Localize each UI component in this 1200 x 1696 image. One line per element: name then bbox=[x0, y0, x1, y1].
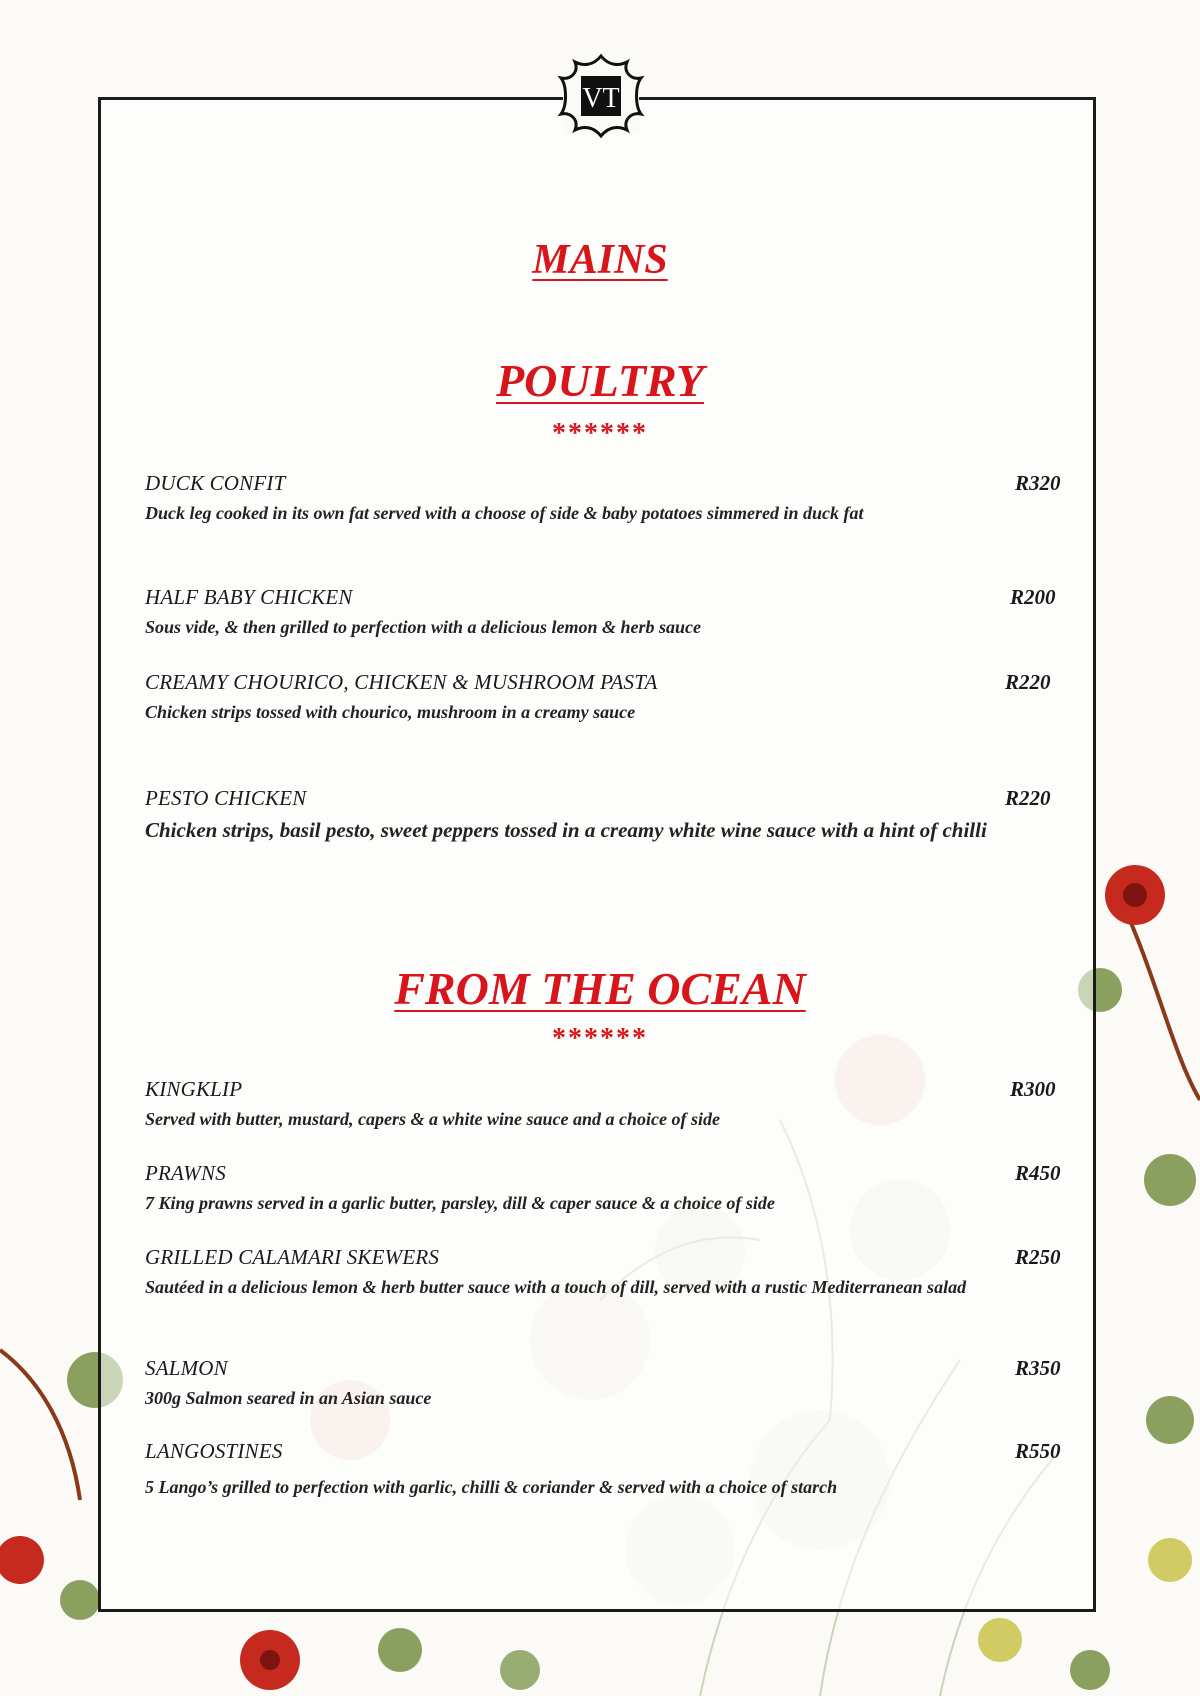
item-name: KINGKLIP bbox=[145, 1077, 243, 1101]
menu-item-langostines bbox=[145, 1438, 1085, 1500]
divider-stars: ****** bbox=[552, 1023, 648, 1054]
item-price: R250 bbox=[1015, 1245, 1061, 1269]
menu-item-prawns bbox=[145, 1160, 1085, 1216]
item-description: Sautéed in a delicious lemon & herb butter sauce with a touch of dill, served with a rustic Mediterranean salad bbox=[145, 1277, 967, 1297]
item-description: Sous vide, & then grilled to perfection with a delicious lemon & herb sauce bbox=[145, 617, 702, 637]
vt-logo-icon bbox=[557, 52, 645, 140]
item-name: PRAWNS bbox=[145, 1161, 226, 1185]
item-price: R220 bbox=[1005, 786, 1051, 810]
item-price: R550 bbox=[1015, 1439, 1061, 1463]
menu-item-kingklip bbox=[145, 1076, 1085, 1132]
item-name: LANGOSTINES bbox=[145, 1439, 283, 1463]
item-name: PESTO CHICKEN bbox=[145, 786, 307, 810]
menu-item-grilled-calamari-skewers bbox=[145, 1244, 1085, 1300]
menu-item-chourico-pasta bbox=[145, 669, 1085, 725]
divider-stars: ****** bbox=[552, 418, 648, 449]
menu-item-half-baby-chicken bbox=[145, 584, 1085, 640]
item-description: Chicken strips tossed with chourico, mushroom in a creamy sauce bbox=[145, 702, 636, 722]
item-description: Chicken strips, basil pesto, sweet peppers tossed in a creamy white wine sauce with a hint of chilli bbox=[145, 818, 987, 842]
item-price: R320 bbox=[1015, 471, 1061, 495]
menu-item-salmon bbox=[145, 1355, 1085, 1411]
item-price: R300 bbox=[1010, 1077, 1056, 1101]
item-description: 7 King prawns served in a garlic butter, parsley, dill & caper sauce & a choice of side bbox=[145, 1193, 775, 1213]
item-price: R220 bbox=[1005, 670, 1051, 694]
heading-poultry: POULTRY bbox=[496, 355, 704, 406]
item-name: GRILLED CALAMARI SKEWERS bbox=[145, 1245, 440, 1269]
item-name: CREAMY CHOURICO, CHICKEN & MUSHROOM PASTA bbox=[145, 670, 658, 694]
heading-mains: MAINS bbox=[532, 237, 668, 283]
item-description: Served with butter, mustard, capers & a white wine sauce and a choice of side bbox=[145, 1109, 721, 1129]
heading-from-the-ocean: FROM THE OCEAN bbox=[394, 963, 806, 1014]
item-name: SALMON bbox=[145, 1356, 228, 1380]
svg-text:VT: VT bbox=[582, 83, 620, 114]
item-name: HALF BABY CHICKEN bbox=[145, 585, 353, 609]
item-price: R350 bbox=[1015, 1356, 1061, 1380]
item-description: 300g Salmon seared in an Asian sauce bbox=[145, 1388, 432, 1408]
item-price: R200 bbox=[1010, 585, 1056, 609]
menu-item-duck-confit bbox=[145, 470, 1085, 526]
item-description: Duck leg cooked in its own fat served with a choose of side & baby potatoes simmered in duck fat bbox=[145, 503, 864, 523]
item-description: 5 Lango’s grilled to perfection with garlic, chilli & coriander & served with a choice of starch bbox=[145, 1477, 838, 1497]
menu-item-pesto-chicken bbox=[145, 785, 1085, 845]
item-price: R450 bbox=[1015, 1161, 1061, 1185]
item-name: DUCK CONFIT bbox=[145, 471, 286, 495]
